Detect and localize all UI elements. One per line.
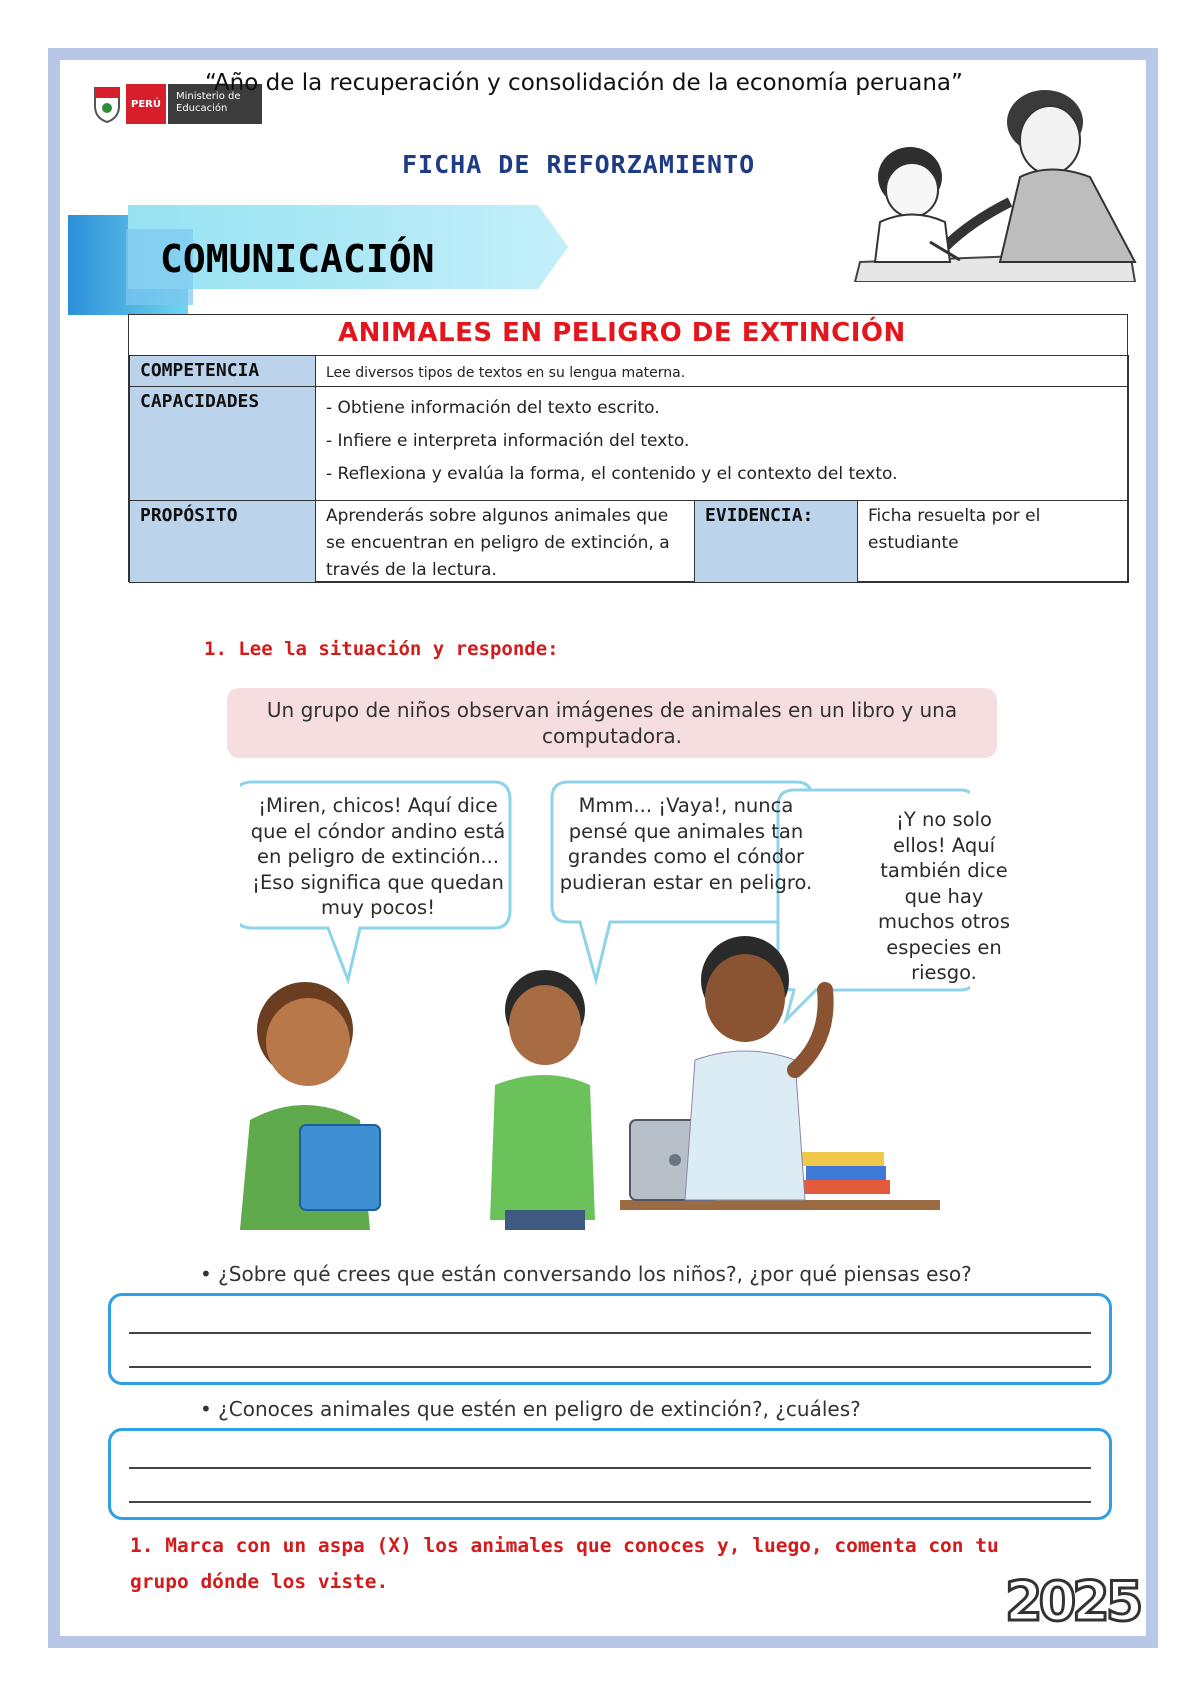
- logo-country: PERÚ: [126, 84, 166, 124]
- question-1: • ¿Sobre qué crees que están conversando los niños?, ¿por qué piensas eso?: [200, 1262, 972, 1286]
- teacher-child-illustration: [850, 82, 1142, 282]
- area-banner-text: COMUNICACIÓN: [160, 237, 435, 281]
- situation-box: Un grupo de niños observan imágenes de animales en un libro y una computadora.: [227, 688, 997, 758]
- activity1-title: 1. Lee la situación y responde:: [204, 638, 559, 660]
- bubble-text-3: ¡Y no solo ellos! Aquí también dice que hay muchos otros especies en riesgo.: [878, 808, 1010, 984]
- competencia-label: COMPETENCIA: [129, 355, 316, 387]
- evidencia-label: EVIDENCIA:: [694, 500, 858, 583]
- bubble-text-2: Mmm... ¡Vaya!, nunca pensé que animales tan grandes como el cóndor pudieran estar en peligro.: [559, 794, 813, 894]
- answer-line: [129, 1366, 1091, 1368]
- proposito-label: PROPÓSITO: [129, 500, 316, 583]
- answer-line: [129, 1332, 1091, 1334]
- evidencia-value: Ficha resuelta por el estudiante: [857, 500, 1129, 583]
- sheet-title: FICHA DE REFORZAMIENTO: [402, 150, 756, 179]
- capacidad-item: - Reflexiona y evalúa la forma, el contenido y el contexto del texto.: [326, 464, 898, 484]
- activity2-title: 1. Marca con un aspa (X) los animales que conoces y, luego, comenta con tu grupo dónde los viste.: [130, 1534, 999, 1593]
- capacidades-label: CAPACIDADES: [129, 386, 316, 501]
- peru-shield-icon: [92, 84, 122, 124]
- bubble-text-1: ¡Miren, chicos! Aquí dice que el cóndor andino está en peligro de extinción... ¡Eso significa que quedan muy pocos!: [250, 794, 506, 919]
- info-table: [128, 314, 1128, 582]
- answer-box-1[interactable]: [108, 1293, 1112, 1385]
- year-motto: “Año de la recuperación y consolidación de la economía peruana”: [205, 70, 963, 96]
- answer-line: [129, 1467, 1091, 1469]
- answer-box-2[interactable]: [108, 1428, 1112, 1520]
- question-2: • ¿Conoces animales que estén en peligro de extinción?, ¿cuáles?: [200, 1397, 861, 1421]
- logo-ministry: Ministerio de Educación: [168, 84, 262, 124]
- proposito-value: Aprenderás sobre algunos animales que se encuentran en peligro de extinción, a través de la lectura.: [315, 500, 695, 583]
- capacidades-list: [315, 386, 1129, 501]
- capacidad-item: - Obtiene información del texto escrito.: [326, 398, 660, 418]
- capacidad-item: - Infiere e interpreta información del texto.: [326, 431, 690, 451]
- year-badge: 2025: [1005, 1570, 1140, 1633]
- answer-line: [129, 1501, 1091, 1503]
- lesson-title: ANIMALES EN PELIGRO DE EXTINCIÓN: [338, 318, 906, 348]
- competencia-value: Lee diversos tipos de textos en su lengua materna.: [315, 355, 1129, 387]
